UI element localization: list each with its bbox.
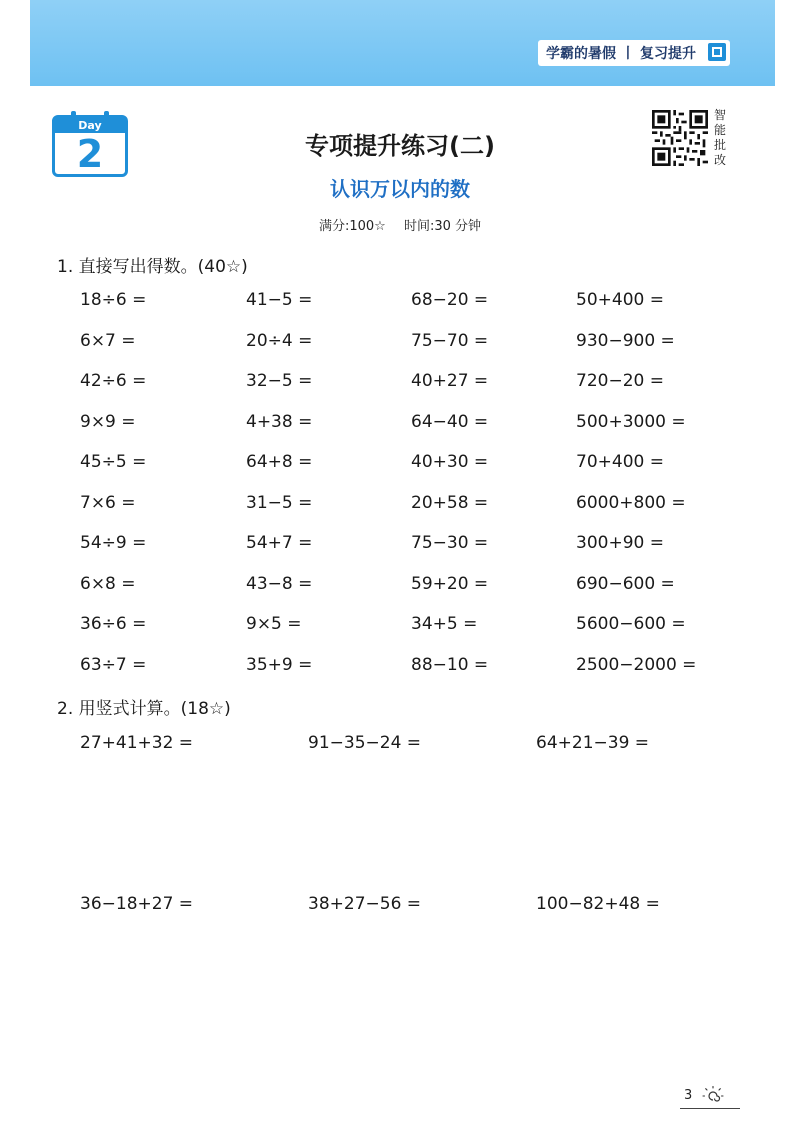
vertical-calc-problem: 36−18+27 = bbox=[80, 894, 194, 914]
math-problem: 59+20 = bbox=[411, 573, 489, 594]
math-problem: 7×6 = bbox=[80, 492, 136, 513]
math-problem: 20÷4 = bbox=[246, 330, 313, 351]
math-problem: 9×9 = bbox=[80, 411, 136, 432]
math-problem: 50+400 = bbox=[576, 290, 664, 310]
day-label: Day bbox=[55, 118, 125, 133]
math-problem: 64−40 = bbox=[411, 411, 489, 432]
math-problem: 2500−2000 = bbox=[576, 654, 697, 675]
footer-rule bbox=[680, 1108, 740, 1109]
math-problem: 70+400 = bbox=[576, 452, 664, 472]
math-problem: 20+58 = bbox=[411, 492, 489, 513]
vertical-calc-problem: 27+41+32 = bbox=[80, 733, 194, 753]
math-problem: 6×7 = bbox=[80, 330, 136, 351]
math-problem: 43−8 = bbox=[246, 573, 313, 594]
page-footer bbox=[680, 1088, 750, 1110]
brand-left: 学霸的暑假 bbox=[546, 46, 616, 62]
math-problem: 6000+800 = bbox=[576, 492, 686, 513]
math-problem: 42÷6 = bbox=[80, 371, 147, 391]
section-2-heading: 2. 用竖式计算。(18☆) bbox=[57, 699, 231, 719]
math-problem: 45÷5 = bbox=[80, 452, 147, 472]
math-problem: 35+9 = bbox=[246, 654, 313, 675]
math-problem: 40+27 = bbox=[411, 371, 489, 391]
math-problem: 68−20 = bbox=[411, 290, 489, 310]
math-problem: 36÷6 = bbox=[80, 614, 147, 634]
math-problem: 75−30 = bbox=[411, 533, 489, 553]
math-problem: 720−20 = bbox=[576, 371, 664, 391]
vertical-calc-problem: 64+21−39 = bbox=[536, 733, 650, 753]
math-problem: 9×5 = bbox=[246, 614, 302, 634]
qr-label-char: 批 bbox=[713, 138, 726, 152]
qr-label bbox=[712, 108, 728, 168]
math-problem: 930−900 = bbox=[576, 330, 675, 351]
math-problem: 88−10 = bbox=[411, 654, 489, 675]
brand-separator: 丨 bbox=[621, 46, 635, 62]
math-problem: 5600−600 = bbox=[576, 614, 686, 634]
math-problem: 64+8 = bbox=[246, 452, 313, 472]
math-problem: 54÷9 = bbox=[80, 533, 147, 553]
qr-label-char: 能 bbox=[713, 123, 726, 137]
time-limit: 时间:30 分钟 bbox=[403, 219, 482, 234]
qr-label-char: 改 bbox=[713, 153, 726, 167]
math-problem: 75−70 = bbox=[411, 330, 489, 351]
math-problem: 54+7 = bbox=[246, 533, 313, 553]
math-problem: 41−5 = bbox=[246, 290, 313, 310]
vertical-calc-row-2 bbox=[80, 894, 740, 914]
vertical-calc-problem: 38+27−56 = bbox=[308, 894, 422, 914]
exercise-meta bbox=[0, 215, 800, 234]
brand-right: 复习提升 bbox=[640, 46, 696, 62]
qr-label-char: 智 bbox=[713, 108, 726, 122]
math-problem: 500+3000 = bbox=[576, 411, 686, 432]
math-problem: 18÷6 = bbox=[80, 290, 147, 310]
math-problem: 6×8 = bbox=[80, 573, 136, 594]
vertical-calc-problem: 91−35−24 = bbox=[308, 733, 422, 753]
mental-math-grid bbox=[80, 287, 740, 692]
sun-swirl-icon bbox=[702, 1086, 724, 1106]
page-title: 专项提升练习(二) bbox=[305, 132, 495, 160]
vertical-calc-row-1 bbox=[80, 733, 740, 753]
math-problem: 40+30 = bbox=[411, 452, 489, 472]
page-subtitle: 认识万以内的数 bbox=[330, 177, 470, 201]
page-number: 3 bbox=[684, 1088, 693, 1103]
day-number: 2 bbox=[76, 132, 104, 176]
math-problem: 690−600 = bbox=[576, 573, 675, 594]
brand-tag bbox=[538, 40, 730, 66]
qr-code-icon[interactable] bbox=[652, 110, 708, 166]
full-score: 满分:100☆ bbox=[318, 219, 386, 234]
math-problem: 32−5 = bbox=[246, 371, 313, 391]
math-problem: 34+5 = bbox=[411, 614, 478, 634]
math-problem: 31−5 = bbox=[246, 492, 313, 513]
math-problem: 300+90 = bbox=[576, 533, 664, 553]
math-problem: 63÷7 = bbox=[80, 654, 147, 675]
vertical-calc-problem: 100−82+48 = bbox=[536, 894, 660, 914]
section-1-heading: 1. 直接写出得数。(40☆) bbox=[57, 257, 248, 277]
book-icon bbox=[708, 43, 726, 61]
math-problem: 4+38 = bbox=[246, 411, 313, 432]
